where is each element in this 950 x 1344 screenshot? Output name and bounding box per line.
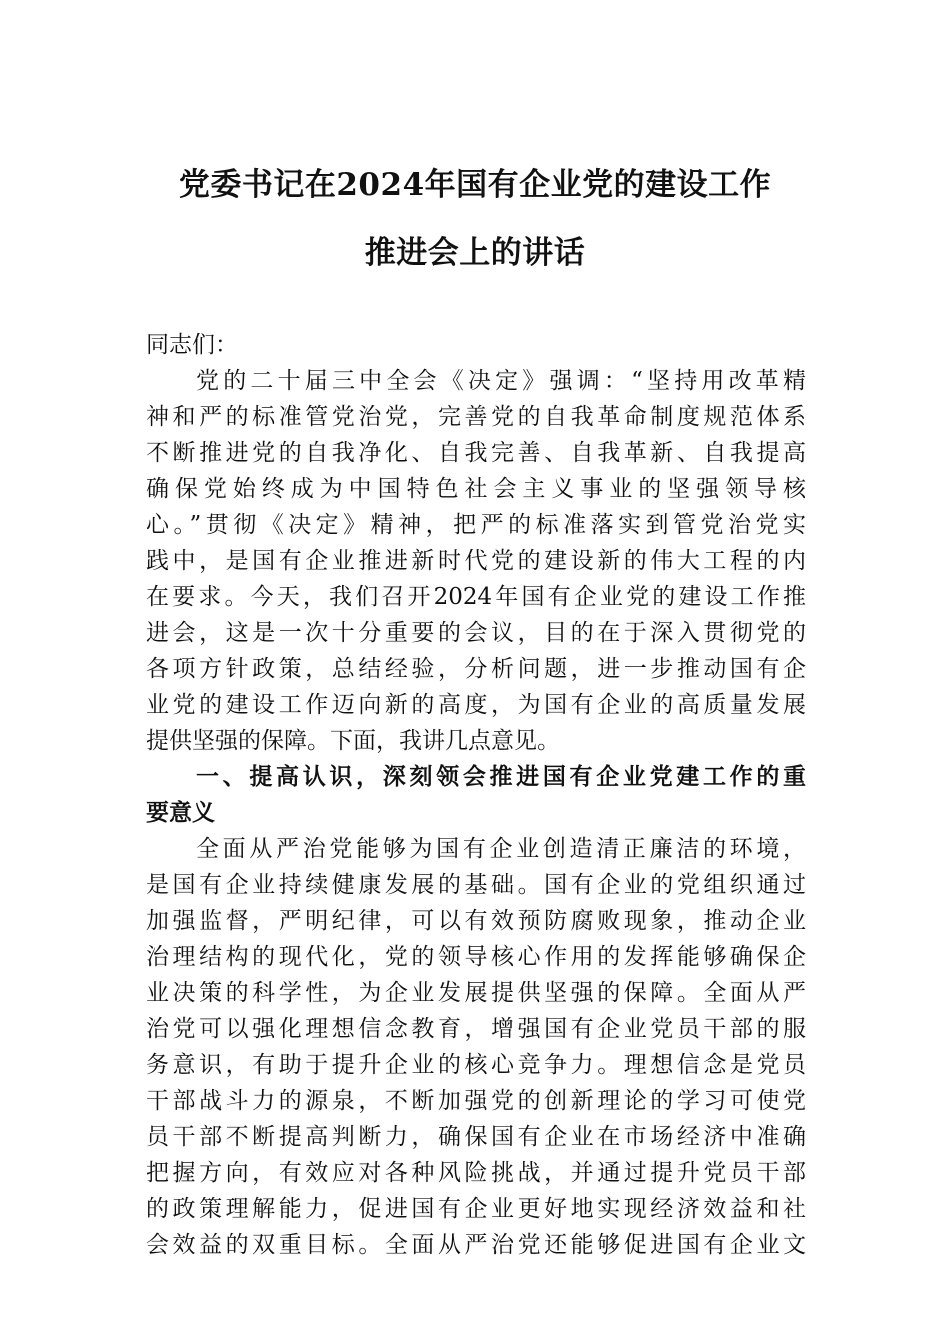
body-line: 干部战斗力的源泉，不断加强党的创新理论的学习可使党 bbox=[146, 1088, 806, 1114]
body-line: 全面从严治党能够为国有企业创造清正廉洁的环境， bbox=[196, 836, 806, 862]
body-line: 是国有企业持续健康发展的基础。国有企业的党组织通过 bbox=[146, 872, 806, 898]
body-line: 神和严的标准管党治党，完善党的自我革命制度规范体系 bbox=[146, 404, 806, 430]
body-line: 业决策的科学性，为企业发展提供坚强的保障。全面从严 bbox=[146, 980, 806, 1006]
body-line: 确保党始终成为中国特色社会主义事业的坚强领导核 bbox=[146, 476, 806, 502]
section-heading-1-cont: 要意义 bbox=[146, 799, 215, 826]
body-line: 治党可以强化理想信念教育，增强国有企业党员干部的服 bbox=[146, 1016, 806, 1042]
body-line: 践中，是国有企业推进新时代党的建设新的伟大工程的内 bbox=[146, 548, 806, 574]
body-line: 会效益的双重目标。全面从严治党还能够促进国有企业文 bbox=[146, 1232, 806, 1258]
body-line: 在要求。今天，我们召开2024年国有企业党的建设工作推 bbox=[146, 584, 806, 610]
body-line: 进会，这是一次十分重要的会议，目的在于深入贯彻党的 bbox=[146, 620, 806, 646]
body-line: 各项方针政策，总结经验，分析问题，进一步推动国有企 bbox=[146, 656, 806, 682]
body-line: 把握方向，有效应对各种风险挑战，并通过提升党员干部 bbox=[146, 1160, 806, 1186]
body-line: 治理结构的现代化，党的领导核心作用的发挥能够确保企 bbox=[146, 944, 806, 970]
body-line: 务意识，有助于提升企业的核心竞争力。理想信念是党员 bbox=[146, 1052, 806, 1078]
body-line: 加强监督，严明纪律，可以有效预防腐败现象，推动企业 bbox=[146, 908, 806, 934]
document-title-line-1: 党委书记在2024年国有企业党的建设工作 bbox=[178, 167, 772, 203]
body-line: 心。”贯彻《决定》精神，把严的标准落实到管党治党实 bbox=[146, 512, 806, 538]
body-line: 提供坚强的保障。下面，我讲几点意见。 bbox=[146, 728, 560, 754]
document-body bbox=[146, 327, 806, 1263]
document-title-line-2: 推进会上的讲话 bbox=[364, 235, 586, 271]
body-line: 不断推进党的自我净化、自我完善、自我革新、自我提高 bbox=[146, 440, 806, 466]
section-heading-1: 一、提高认识，深刻领会推进国有企业党建工作的重 bbox=[196, 763, 806, 790]
body-line: 业党的建设工作迈向新的高度，为国有企业的高质量发展 bbox=[146, 692, 806, 718]
body-line: 员干部不断提高判断力，确保国有企业在市场经济中准确 bbox=[146, 1124, 806, 1150]
body-line: 的政策理解能力，促进国有企业更好地实现经济效益和社 bbox=[146, 1196, 806, 1222]
body-line: 党的二十届三中全会《决定》强调：“坚持用改革精 bbox=[196, 368, 806, 394]
salutation: 同志们： bbox=[146, 332, 238, 358]
